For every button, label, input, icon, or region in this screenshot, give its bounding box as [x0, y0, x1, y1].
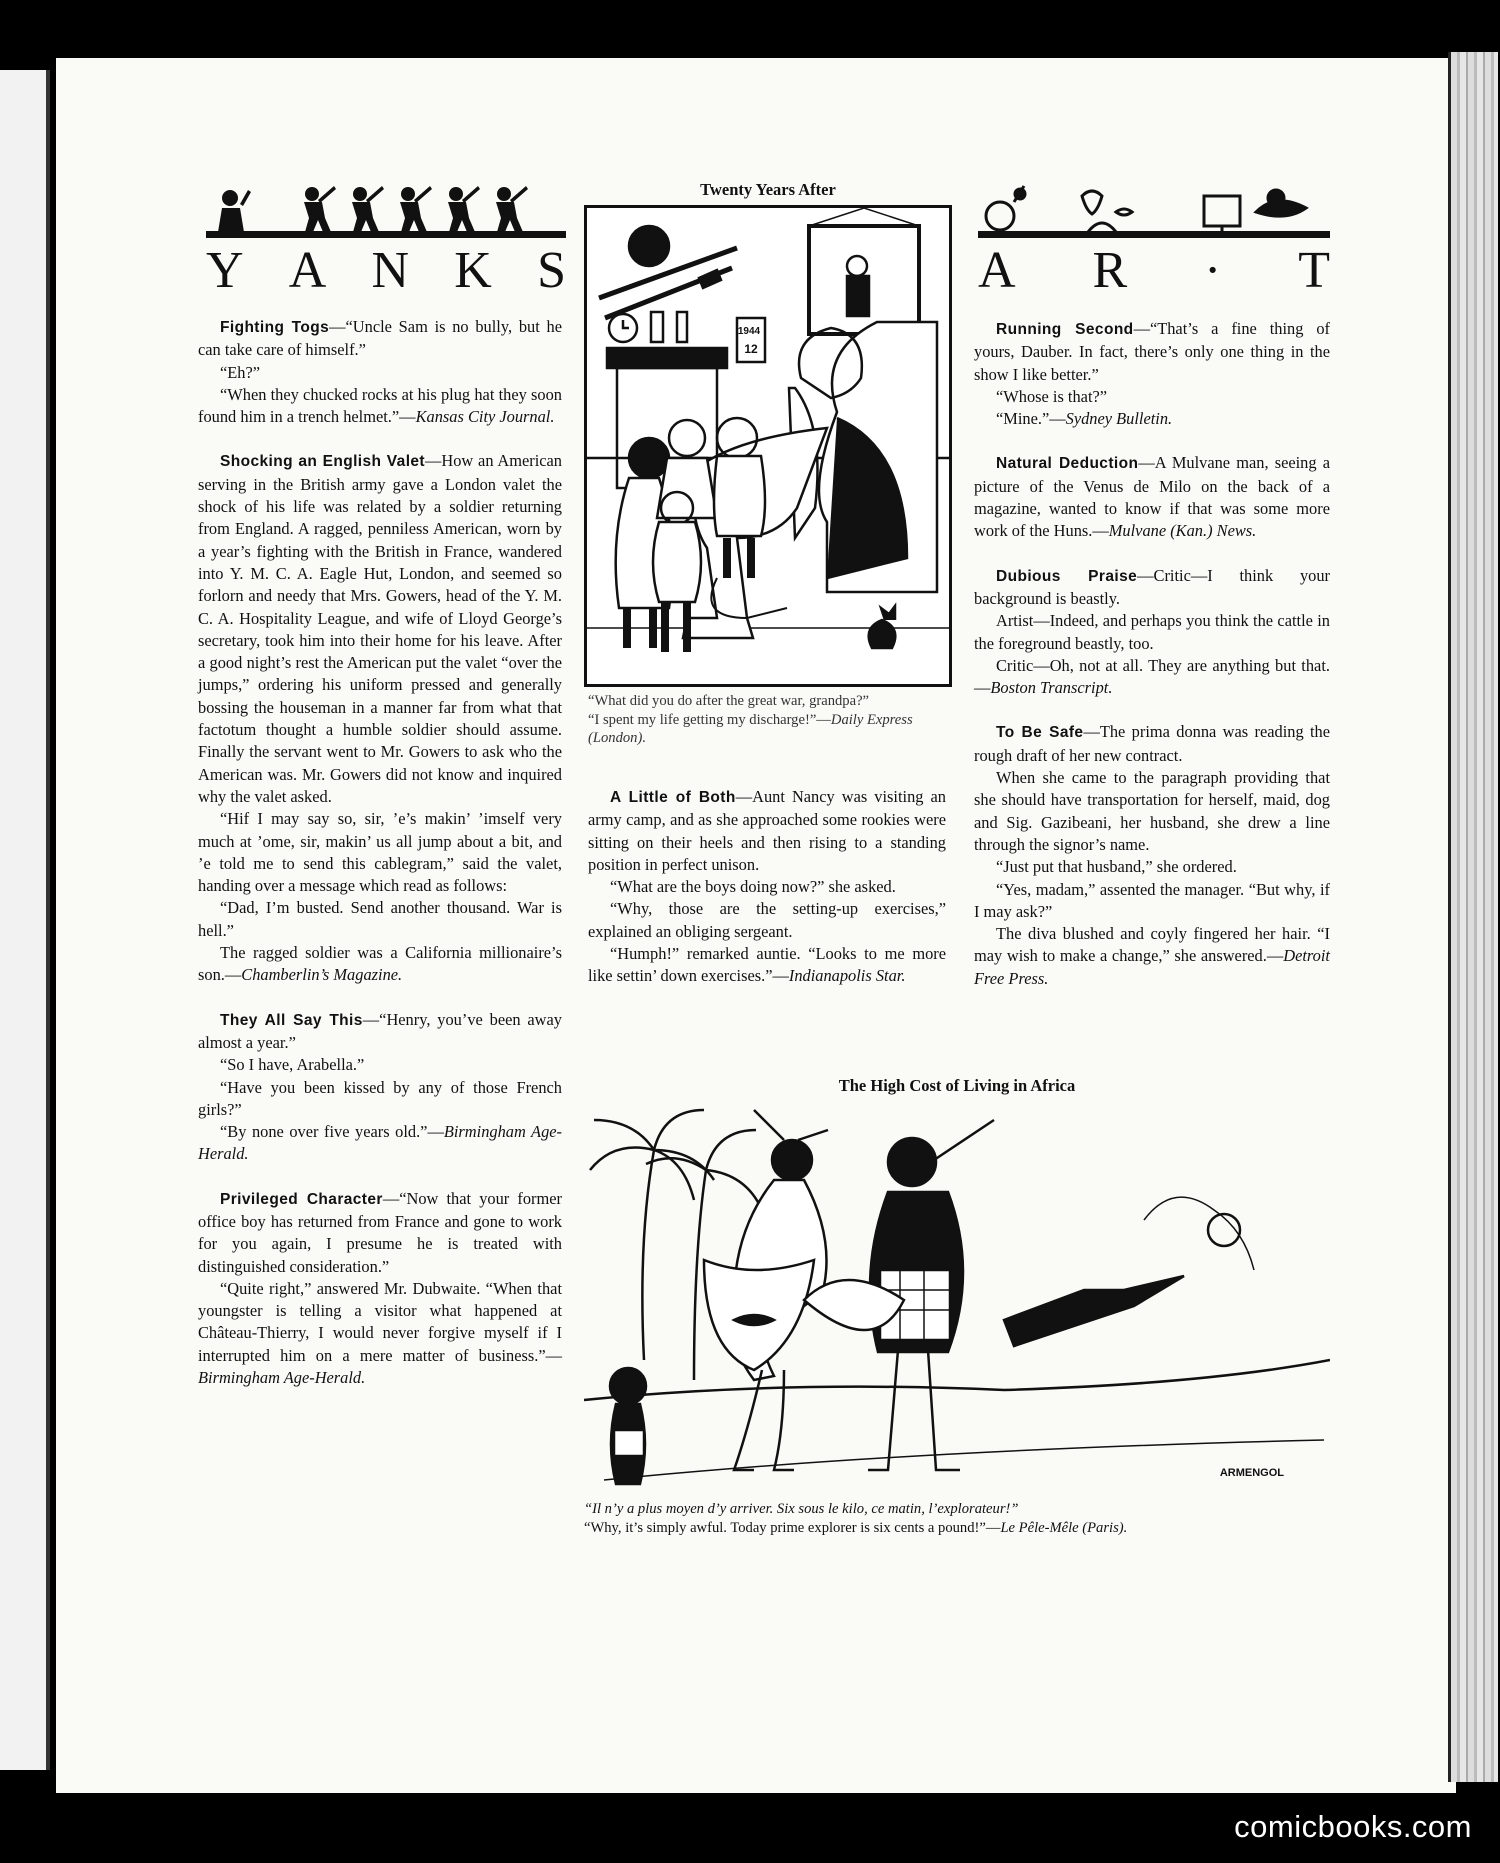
article-privileged-character [198, 1188, 562, 1278]
article-text: —How an American serving in the British army gave a London valet the shock of his life was related by a soldier returning from England. A ragged, penniless American, worn by a year’s fighting with the British in France, wandered into Y. M. C. A. Eagle Hut, London, and seemed so forlorn and needy that Mrs. Gowers, head of the Y. M. C. A. Hospitality League, and wife of Lloyd George’s secretary, took him into their home for his leave. After a good night’s rest the American put the valet “over the jumps,” ordering his uniform pressed and generally bossing the houseman in a manner far from what that factotum thought a humble soldier should assume. Finally the servant went to Mr. Gowers to ask who the American was. Mr. Gowers did not know and inquired why the valet asked. [198, 451, 563, 806]
article-dubious-praise [974, 565, 1330, 611]
article-fighting-togs [198, 316, 562, 362]
article-source: Detroit Free Press. [974, 946, 1330, 988]
africa-cartoon [584, 1100, 1330, 1488]
grandpa-cartoon-illustration [587, 208, 949, 684]
article-text: Critic—Oh, not at all. They are anything but that.— [974, 655, 1330, 698]
article-text [198, 1278, 562, 1389]
article-text [198, 384, 562, 429]
art-title [978, 244, 1330, 298]
article-text: “Eh?” [220, 362, 261, 382]
article-shocking-valet [198, 450, 562, 808]
calendar-day: 12 [744, 342, 758, 356]
article-running-second [974, 318, 1330, 386]
article-text: “Dad, I’m busted. Send another thousand. War is hell.” [198, 898, 562, 940]
article-to-be-safe [974, 721, 1330, 767]
article-text: —A Mulvane man, seeing a picture of the Venus de Milo on the back of a magazine, wanted to know if that was some more work of the Huns.— [974, 453, 1330, 541]
africa-caption [584, 1500, 1330, 1537]
caption-line: “What did you do after the great war, grandpa?” [588, 693, 870, 709]
yanks-banner [206, 182, 566, 298]
cartoon-title: Twenty Years After [700, 180, 836, 199]
marching-soldiers-illustration [206, 182, 566, 238]
article-heading: Shocking an English Valet [220, 453, 425, 471]
calendar-year: 1944 [737, 326, 761, 337]
caption-english [584, 1519, 1330, 1538]
article-text: —The prima donna was reading the rough draft of her new contract. [974, 722, 1331, 765]
article-source: Birmingham Age-Herald. [198, 1368, 366, 1388]
article-text: “Why, those are the setting-up exercises,” explained an obliging sergeant. [588, 899, 946, 941]
art-column [974, 318, 1330, 990]
article-text [974, 655, 1330, 700]
article-heading: Privileged Character [220, 1190, 383, 1208]
article-text: “Humph!” remarked auntie. “Looks to me more like settin’ down exercises.”— [588, 944, 946, 986]
soldiers-icon [206, 182, 566, 238]
article-text: “Just put that husband,” she ordered. [996, 857, 1237, 877]
caption-source: Daily Express (London). [588, 711, 913, 747]
article-heading: Fighting Togs [220, 319, 330, 336]
yanks-title [206, 244, 566, 298]
article-text: “So I have, Arabella.” [220, 1055, 365, 1075]
watermark-text: comicbooks.com [1234, 1809, 1472, 1844]
article-heading: To Be Safe [996, 724, 1084, 742]
title-letter: R [1092, 242, 1128, 299]
book-binding [1448, 52, 1498, 1782]
article-text: “Hif I may say so, sir, ’e’s makin’ ’imself very much at ’ome, sir, makin’ us all jump about a bit, and ’e told me to send this cablegram,” said the valet, handing over a message which read as follows: [198, 809, 562, 896]
article-text: —Critic—I think your background is beastly. [974, 565, 1330, 608]
article-text: Artist—Indeed, and perhaps you think the cattle in the foreground beastly, too. [974, 611, 1330, 653]
article-text: “What are the boys doing now?” she asked. [610, 877, 896, 897]
article-text: “When they chucked rocks at his plug hat they soon found him in a trench helmet.”— [198, 384, 562, 427]
article-source: Kansas City Journal. [415, 407, 555, 427]
caption-french: “Il n’y a plus moyen d’y arriver. Six sous le kilo, ce matin, l’explorateur!” [584, 1501, 1019, 1517]
twenty-years-after-cartoon [584, 205, 952, 687]
title-letter: A [978, 242, 1016, 299]
art-tools-illustration [978, 182, 1330, 238]
title-letter: · [1204, 242, 1222, 299]
article-text: —Aunt Nancy was visiting an army camp, and as she approached some rookies were sitting on their heels and then rising to a standing position in perfect unison. [588, 787, 947, 874]
art-banner [978, 182, 1330, 298]
article-natural-deduction [974, 452, 1330, 542]
article-heading: Running Second [996, 321, 1134, 338]
cartoon-title: The High Cost of Living in Africa [838, 1076, 1076, 1095]
article-text [198, 942, 562, 987]
article-text: —“Henry, you’ve been away almost a year.” [198, 1009, 562, 1052]
article-text [588, 943, 946, 988]
article-source: Mulvane (Kan.) News. [1108, 521, 1257, 541]
article-heading: A Little of Both [610, 789, 736, 806]
article-source: Chamberlin’s Magazine. [241, 965, 403, 985]
article-heading: Dubious Praise [996, 567, 1138, 585]
title-letter: Y [206, 242, 244, 299]
article-text: “Quite right,” answered Mr. Dubwaite. “When that youngster is telling a visitor what happened at Château-Thierry, I would never forgive myself if I interrupted him on a mere matter of business.”— [198, 1278, 562, 1365]
article-text: “Whose is that?” [996, 386, 1108, 406]
article-heading: They All Say This [220, 1011, 363, 1029]
article-text: “Mine.”— [996, 409, 1066, 429]
article-text: “Have you been kissed by any of those French girls?” [198, 1077, 562, 1119]
caption-line: “I spent my life getting my discharge!”— [588, 711, 831, 728]
caption-english-text: “Why, it’s simply awful. Today prime explorer is six cents a pound!”— [584, 1519, 1001, 1536]
article-text [974, 408, 1330, 430]
cartoon-caption [588, 692, 948, 748]
title-letter: S [537, 242, 566, 299]
article-little-of-both [588, 786, 946, 876]
title-letter: K [454, 242, 492, 299]
article-text: —“Now that your former office boy has returned from France and gone to work for you again, I presume he is treated with distinguished consideration.” [198, 1188, 562, 1276]
artist-icons [978, 182, 1330, 238]
article-source: Sydney Bulletin. [1065, 409, 1173, 429]
article-text: —“That’s a fine thing of yours, Dauber. In fact, there’s only one thing in the show I like better.” [974, 319, 1330, 384]
article-they-all-say-this [198, 1009, 562, 1055]
article-text: “By none over five years old.”— [220, 1122, 444, 1142]
title-letter: A [288, 242, 327, 299]
article-text: “Yes, madam,” assented the manager. “But why, if I may ask?” [974, 879, 1330, 921]
left-page-edge [0, 70, 50, 1770]
article-text: The ragged soldier was a California millionaire’s son.— [198, 943, 562, 985]
article-text [974, 923, 1330, 990]
article-text: —“Uncle Sam is no bully, but he can take care of himself.” [198, 317, 562, 360]
title-letter: N [371, 242, 410, 299]
title-letter: T [1298, 242, 1330, 299]
article-text: The diva blushed and coyly fingered her hair. “I may wish to make a change,” she answered.— [974, 924, 1330, 966]
caption-source: Le Pêle-Mêle (Paris). [1000, 1519, 1128, 1536]
article-source: Birmingham Age-Herald. [198, 1122, 562, 1164]
caption-line [588, 711, 948, 748]
middle-column [588, 786, 946, 988]
artist-signature: ARMENGOL [1219, 1467, 1284, 1479]
article-text [198, 1121, 562, 1166]
article-text: When she came to the paragraph providing that she should have transportation for herself, maid, dog and Sig. Gazibeani, her husband, she drew a line through the signor’s name. [974, 768, 1330, 854]
africa-cartoon-illustration [584, 1100, 1330, 1488]
article-source: Indianapolis Star. [788, 966, 906, 986]
yanks-column [198, 316, 562, 1389]
article-source: Boston Transcript. [990, 678, 1113, 698]
article-heading: Natural Deduction [996, 455, 1139, 473]
